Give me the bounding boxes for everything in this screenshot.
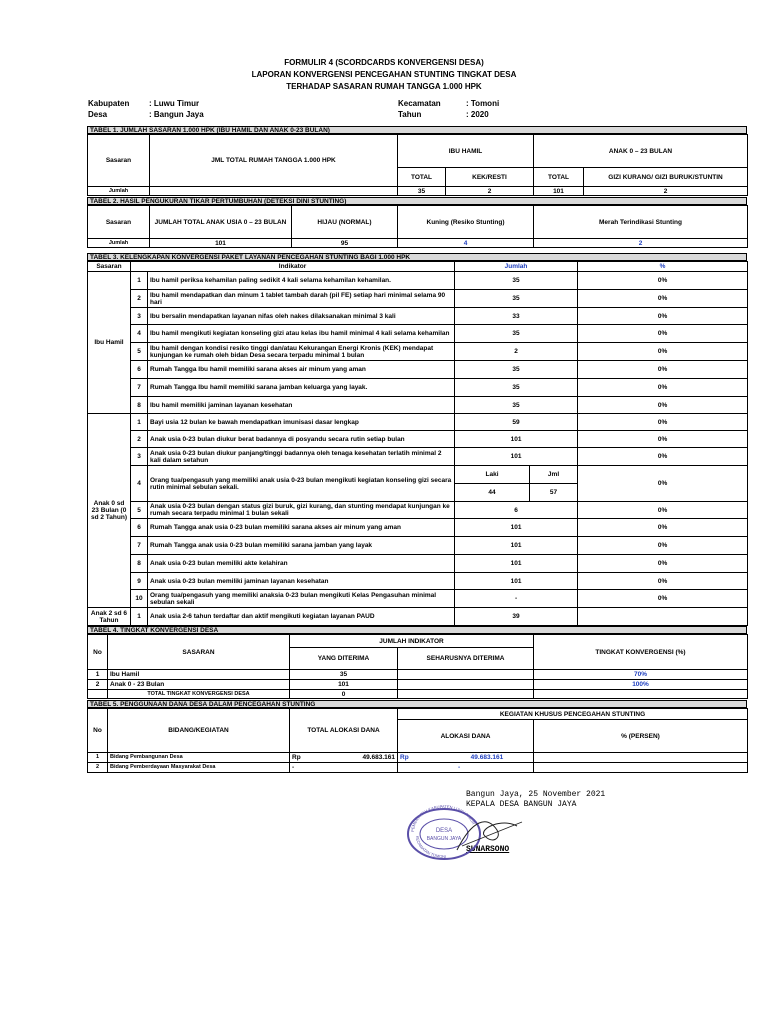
indicator-percent: 0% bbox=[578, 414, 748, 431]
row-alokasi bbox=[398, 763, 534, 773]
indicator-text: Ibu hamil memiliki jaminan layanan kesehatan bbox=[148, 397, 455, 414]
t1-jumlah-label: Jumlah bbox=[88, 187, 150, 196]
indicator-value: 35 bbox=[455, 272, 578, 290]
table-row bbox=[88, 448, 748, 466]
t4-diterima-header: YANG DITERIMA bbox=[290, 648, 398, 670]
t4-no-header: No bbox=[88, 635, 108, 670]
table-row bbox=[88, 466, 748, 484]
row-seharusnya bbox=[398, 670, 534, 680]
indicator-no: 1 bbox=[131, 414, 148, 431]
indicator-percent: 0% bbox=[578, 502, 748, 519]
indicator-no: 2 bbox=[131, 290, 148, 308]
indicator-text: Rumah Tangga Ibu hamil memiliki sarana akses air minum yang aman bbox=[148, 361, 455, 379]
report-title: LAPORAN KONVERGENSI PENCEGAHAN STUNTING TINGKAT DESA bbox=[251, 70, 517, 79]
kecamatan-value: : Tomoni bbox=[466, 99, 500, 108]
t4-total-label: TOTAL TINGKAT KONVERGENSI DESA bbox=[108, 690, 290, 699]
row-no: 1 bbox=[88, 670, 108, 680]
indicator-text: Anak usia 2-6 tahun terdaftar dan aktif mengikuti kegiatan layanan PAUD bbox=[148, 608, 455, 626]
t5-alokasi-header: ALOKASI DANA bbox=[398, 720, 534, 753]
indicator-no: 4 bbox=[131, 325, 148, 343]
indicator-percent: 0% bbox=[578, 272, 748, 290]
indicator-percent: 0% bbox=[578, 325, 748, 343]
table-row bbox=[88, 343, 748, 361]
table-row bbox=[88, 502, 748, 519]
t2-kuning-value: 4 bbox=[398, 239, 534, 248]
row-tingkat: 100% bbox=[534, 680, 748, 690]
t2-hijau-value: 95 bbox=[292, 239, 398, 248]
t1-kek-value: 2 bbox=[446, 187, 534, 196]
table-row bbox=[88, 590, 748, 608]
indicator-value: 35 bbox=[455, 397, 578, 414]
indicator-value: 35 bbox=[455, 325, 578, 343]
indicator-value: 33 bbox=[455, 308, 578, 325]
stamp-bottom-text: KECAMATAN TOMONI bbox=[414, 835, 447, 860]
t3-indikator-header: Indikator bbox=[131, 262, 455, 272]
indicator-text: Bayi usia 12 bulan ke bawah mendapatkan imunisasi dasar lengkap bbox=[148, 414, 455, 431]
indicator-percent: 0% bbox=[578, 308, 748, 325]
row-persen bbox=[534, 763, 748, 773]
indicator-no: 7 bbox=[131, 537, 148, 555]
table5-title: TABEL 5. PENGGUNAAN DANA DESA DALAM PENCEGAHAN STUNTING bbox=[87, 700, 747, 708]
t5-total-alokasi-header: TOTAL ALOKASI DANA bbox=[290, 709, 398, 753]
indicator-text: Orang tua/pengasuh yang memiliki anaksia 0-23 bulan mengikuti Kelas Pengasuhan minimal sebulan sekali bbox=[148, 590, 455, 608]
indicator-value: 101 bbox=[455, 448, 578, 466]
group-anak-0-23: Anak 0 sd 23 Bulan (0 sd 2 Tahun) bbox=[88, 414, 131, 608]
table-row bbox=[88, 519, 748, 537]
row-persen bbox=[534, 753, 748, 763]
indicator-value: 101 bbox=[455, 519, 578, 537]
indicator-percent: 0% bbox=[578, 590, 748, 608]
indicator-value: 6 bbox=[455, 502, 578, 519]
t2-total-value: 101 bbox=[150, 239, 292, 248]
t2-merah-value: 2 bbox=[534, 239, 748, 248]
t1-total2-header: TOTAL bbox=[534, 168, 584, 187]
form-title: FORMULIR 4 (SCORDCARDS KONVERGENSI DESA) bbox=[284, 58, 484, 67]
table-row bbox=[88, 608, 748, 626]
indicator-percent: 0% bbox=[578, 397, 748, 414]
table-row bbox=[88, 431, 748, 448]
jml-header: Jml bbox=[530, 466, 578, 484]
t4-seharusnya-header: SEHARUSNYA DITERIMA bbox=[398, 648, 534, 670]
indicator-value: - bbox=[455, 590, 578, 608]
indicator-no: 4 bbox=[131, 466, 148, 502]
indicator-percent: 0% bbox=[578, 555, 748, 573]
row-tingkat: 70% bbox=[534, 670, 748, 680]
indicator-text: Ibu hamil periksa kehamilan paling sedikit 4 kali selama kehamilan kehamilan. bbox=[148, 272, 455, 290]
signature-place-date: Bangun Jaya, 25 November 2021 bbox=[466, 790, 606, 799]
t5-kegiatan-khusus-header: KEGIATAN KHUSUS PENCEGAHAN STUNTING bbox=[398, 709, 748, 720]
t2-jumlah-label: Jumlah bbox=[88, 239, 150, 248]
village-stamp bbox=[402, 800, 532, 860]
group-ibu-hamil: Ibu Hamil bbox=[88, 272, 131, 414]
t4-total-value: 0 bbox=[290, 690, 398, 699]
indicator-no: 3 bbox=[131, 448, 148, 466]
row-total-alokasi bbox=[290, 763, 398, 773]
table-row bbox=[88, 397, 748, 414]
desa-value: : Bangun Jaya bbox=[149, 110, 204, 119]
indicator-text: Anak usia 0-23 bulan memiliki jaminan layanan kesehatan bbox=[148, 573, 455, 590]
indicator-no: 1 bbox=[131, 272, 148, 290]
t4-jumlah-indikator-header: JUMLAH INDIKATOR bbox=[290, 635, 534, 648]
t2-jumlah-total-header: JUMLAH TOTAL ANAK USIA 0 – 23 BULAN bbox=[150, 206, 292, 239]
indicator-percent: 0% bbox=[578, 361, 748, 379]
tahun-value: : 2020 bbox=[466, 110, 489, 119]
table5 bbox=[87, 708, 748, 773]
indicator-no: 9 bbox=[131, 573, 148, 590]
table3 bbox=[87, 261, 748, 626]
t1-sasaran-header: Sasaran bbox=[88, 135, 150, 187]
stamp-inner-ring bbox=[420, 819, 468, 849]
indicator-value: 101 bbox=[455, 431, 578, 448]
t4-sasaran-header: SASARAN bbox=[108, 635, 290, 670]
stamp-top-text: PEMERINTAH KABUPATEN LUWU TIMUR bbox=[409, 803, 477, 833]
indicator-text: Rumah Tangga Ibu hamil memiliki sarana jamban keluarga yang layak. bbox=[148, 379, 455, 397]
t1-ibu-hamil-header: IBU HAMIL bbox=[398, 135, 534, 168]
table1-title: TABEL 1. JUMLAH SASARAN 1.000 HPK (IBU HAMIL DAN ANAK 0-23 BULAN) bbox=[87, 126, 747, 134]
amount: 49.683.161 bbox=[470, 754, 504, 761]
table-row bbox=[88, 753, 748, 763]
table-row bbox=[88, 670, 748, 680]
indicator-text: Rumah Tangga anak usia 0-23 bulan memiliki sarana jamban yang layak bbox=[148, 537, 455, 555]
indicator-value: 35 bbox=[455, 361, 578, 379]
indicator-text: Anak usia 0-23 bulan diukur berat badannya di posyandu secara rutin setiap bulan bbox=[148, 431, 455, 448]
indicator-text: Ibu hamil dengan kondisi resiko tinggi dan/atau Kekurangan Energi Kronis (KEK) mendapat kunjungan ke rumah oleh bidan Desa secara terpadu minimal 1 bulan bbox=[148, 343, 455, 361]
group-anak-2-6: Anak 2 sd 6 Tahun bbox=[88, 608, 131, 626]
indicator-no: 8 bbox=[131, 555, 148, 573]
report-subtitle: TERHADAP SASARAN RUMAH TANGGA 1.000 HPK bbox=[286, 82, 482, 91]
jml-value: 57 bbox=[530, 484, 578, 502]
kabupaten-value: : Luwu Timur bbox=[149, 99, 200, 108]
indicator-text: Rumah Tangga anak usia 0-23 bulan memiliki sarana akses air minum yang aman bbox=[148, 519, 455, 537]
table4-title: TABEL 4. TINGKAT KONVERGENSI DESA bbox=[87, 626, 747, 634]
t1-anak-header: ANAK 0 – 23 BULAN bbox=[534, 135, 748, 168]
t1-jml-total-header: JML TOTAL RUMAH TANGGA 1.000 HPK bbox=[150, 135, 398, 187]
indicator-value: 35 bbox=[455, 379, 578, 397]
amount: 49.683.161 bbox=[362, 754, 395, 761]
indicator-percent bbox=[578, 608, 748, 626]
t2-hijau-header: HIJAU (NORMAL) bbox=[292, 206, 398, 239]
indicator-no: 6 bbox=[131, 519, 148, 537]
t3-sasaran-header: Sasaran bbox=[88, 262, 131, 272]
indicator-no: 5 bbox=[131, 343, 148, 361]
row-diterima: 35 bbox=[290, 670, 398, 680]
indicator-value: 59 bbox=[455, 414, 578, 431]
currency-label: Rp bbox=[292, 754, 301, 761]
t2-sasaran-header: Sasaran bbox=[88, 206, 150, 239]
t1-total2-value: 101 bbox=[534, 187, 584, 196]
stamp-village-text: BANGUN JAYA bbox=[426, 836, 462, 842]
desa-label: Desa bbox=[88, 110, 108, 119]
indicator-value: 101 bbox=[455, 555, 578, 573]
indicator-value: 2 bbox=[455, 343, 578, 361]
table4 bbox=[87, 634, 748, 699]
t5-no-header: No bbox=[88, 709, 108, 753]
table-row bbox=[88, 325, 748, 343]
indicator-percent: 0% bbox=[578, 448, 748, 466]
row-diterima: 101 bbox=[290, 680, 398, 690]
indicator-percent: 0% bbox=[578, 290, 748, 308]
table-row bbox=[88, 537, 748, 555]
row-total-alokasi bbox=[290, 753, 398, 763]
indicator-text: Anak usia 0-23 bulan diukur panjang/tinggi badannya oleh tenaga kesehatan terlatih minimal 2 kali dalam setahun bbox=[148, 448, 455, 466]
stamp-desa-text: DESA bbox=[435, 828, 453, 834]
row-sasaran: Ibu Hamil bbox=[108, 670, 290, 680]
indicator-text: Anak usia 0-23 bulan dengan status gizi buruk, gizi kurang, dan stunting mendapat kunjungan ke rumah secara terpadu minimal 1 bulan sekali bbox=[148, 502, 455, 519]
t1-gizi-value: 2 bbox=[584, 187, 748, 196]
kecamatan-label: Kecamatan bbox=[398, 99, 441, 108]
currency-label: - bbox=[292, 764, 295, 771]
table-row bbox=[88, 361, 748, 379]
indicator-value: 35 bbox=[455, 290, 578, 308]
kabupaten-label: Kabupaten bbox=[88, 99, 130, 108]
indicator-value: 101 bbox=[455, 573, 578, 590]
table-row bbox=[88, 290, 748, 308]
row-no: 2 bbox=[88, 680, 108, 690]
table2-title: TABEL 2. HASIL PENGUKURAN TIKAR PERTUMBUHAN (DETEKSI DINI STUNTING) bbox=[87, 197, 747, 205]
t5-persen-header: % (PERSEN) bbox=[534, 720, 748, 753]
indicator-no: 7 bbox=[131, 379, 148, 397]
indicator-text: Orang tua/pengasuh yang memiliki anak usia 0-23 bulan mengikuti kegiatan konseling gizi secara rutin minimal sebulan sekali. bbox=[148, 466, 455, 502]
indicator-value: 101 bbox=[455, 537, 578, 555]
amount: - bbox=[458, 764, 461, 771]
currency-label: Rp bbox=[400, 754, 409, 761]
signature-title: KEPALA DESA BANGUN JAYA bbox=[466, 800, 577, 809]
indicator-percent: 0% bbox=[578, 519, 748, 537]
row-no: 1 bbox=[88, 753, 108, 763]
indicator-text: Ibu hamil mengikuti kegiatan konseling gizi atau kelas ibu hamil minimal 4 kali selama kehamilan bbox=[148, 325, 455, 343]
indicator-percent: 0% bbox=[578, 466, 748, 502]
t3-persen-header: % bbox=[578, 262, 748, 272]
table-row bbox=[88, 573, 748, 590]
signature-name: SUNARSONO bbox=[466, 845, 510, 854]
row-sasaran: Anak 0 - 23 Bulan bbox=[108, 680, 290, 690]
table2 bbox=[87, 205, 748, 248]
indicator-percent: 0% bbox=[578, 343, 748, 361]
indicator-percent: 0% bbox=[578, 573, 748, 590]
indicator-no: 2 bbox=[131, 431, 148, 448]
indicator-no: 5 bbox=[131, 502, 148, 519]
indicator-percent: 0% bbox=[578, 379, 748, 397]
row-alokasi bbox=[398, 753, 534, 763]
indicator-text: Ibu hamil mendapatkan dan minum 1 tablet tambah darah (pil FE) setiap hari minimal selama 90 hari bbox=[148, 290, 455, 308]
table1 bbox=[87, 134, 748, 196]
t3-jumlah-header: Jumlah bbox=[455, 262, 578, 272]
t1-total-value: 35 bbox=[398, 187, 446, 196]
row-bidang: Bidang Pembangunan Desa bbox=[108, 753, 290, 763]
indicator-no: 1 bbox=[131, 608, 148, 626]
table-row bbox=[88, 763, 748, 773]
indicator-percent: 0% bbox=[578, 431, 748, 448]
indicator-value: 39 bbox=[455, 608, 578, 626]
table-row bbox=[88, 308, 748, 325]
laki-header: Laki bbox=[455, 466, 530, 484]
t5-bidang-header: BIDANG/KEGIATAN bbox=[108, 709, 290, 753]
indicator-text: Ibu bersalin mendapatkan layanan nifas oleh nakes dilaksanakan minimal 3 kali bbox=[148, 308, 455, 325]
indicator-no: 8 bbox=[131, 397, 148, 414]
t2-merah-header: Merah Terindikasi Stunting bbox=[534, 206, 748, 239]
t1-total-header: TOTAL bbox=[398, 168, 446, 187]
t1-rt-value bbox=[150, 187, 398, 196]
row-no: 2 bbox=[88, 763, 108, 773]
t4-tingkat-header: TINGKAT KONVERGENSI (%) bbox=[534, 635, 748, 670]
row-bidang: Bidang Pemberdayaan Masyarakat Desa bbox=[108, 763, 290, 773]
tahun-label: Tahun bbox=[398, 110, 422, 119]
row-seharusnya bbox=[398, 680, 534, 690]
indicator-no: 3 bbox=[131, 308, 148, 325]
t2-kuning-header: Kuning (Resiko Stunting) bbox=[398, 206, 534, 239]
t1-kek-header: KEK/RESTI bbox=[446, 168, 534, 187]
table3-title: TABEL 3. KELENGKAPAN KONVERGENSI PAKET LAYANAN PENCEGAHAN STUNTING BAGI 1.000 HPK bbox=[87, 253, 747, 261]
indicator-percent: 0% bbox=[578, 537, 748, 555]
table-row bbox=[88, 379, 748, 397]
indicator-no: 10 bbox=[131, 590, 148, 608]
indicator-text: Anak usia 0-23 bulan memiliki akte kelahiran bbox=[148, 555, 455, 573]
laki-value: 44 bbox=[455, 484, 530, 502]
indicator-no: 6 bbox=[131, 361, 148, 379]
table-row bbox=[88, 680, 748, 690]
table-row bbox=[88, 272, 748, 290]
t1-gizi-header: GIZI KURANG/ GIZI BURUK/STUNTIN bbox=[584, 168, 748, 187]
table-row bbox=[88, 414, 748, 431]
table-row bbox=[88, 555, 748, 573]
